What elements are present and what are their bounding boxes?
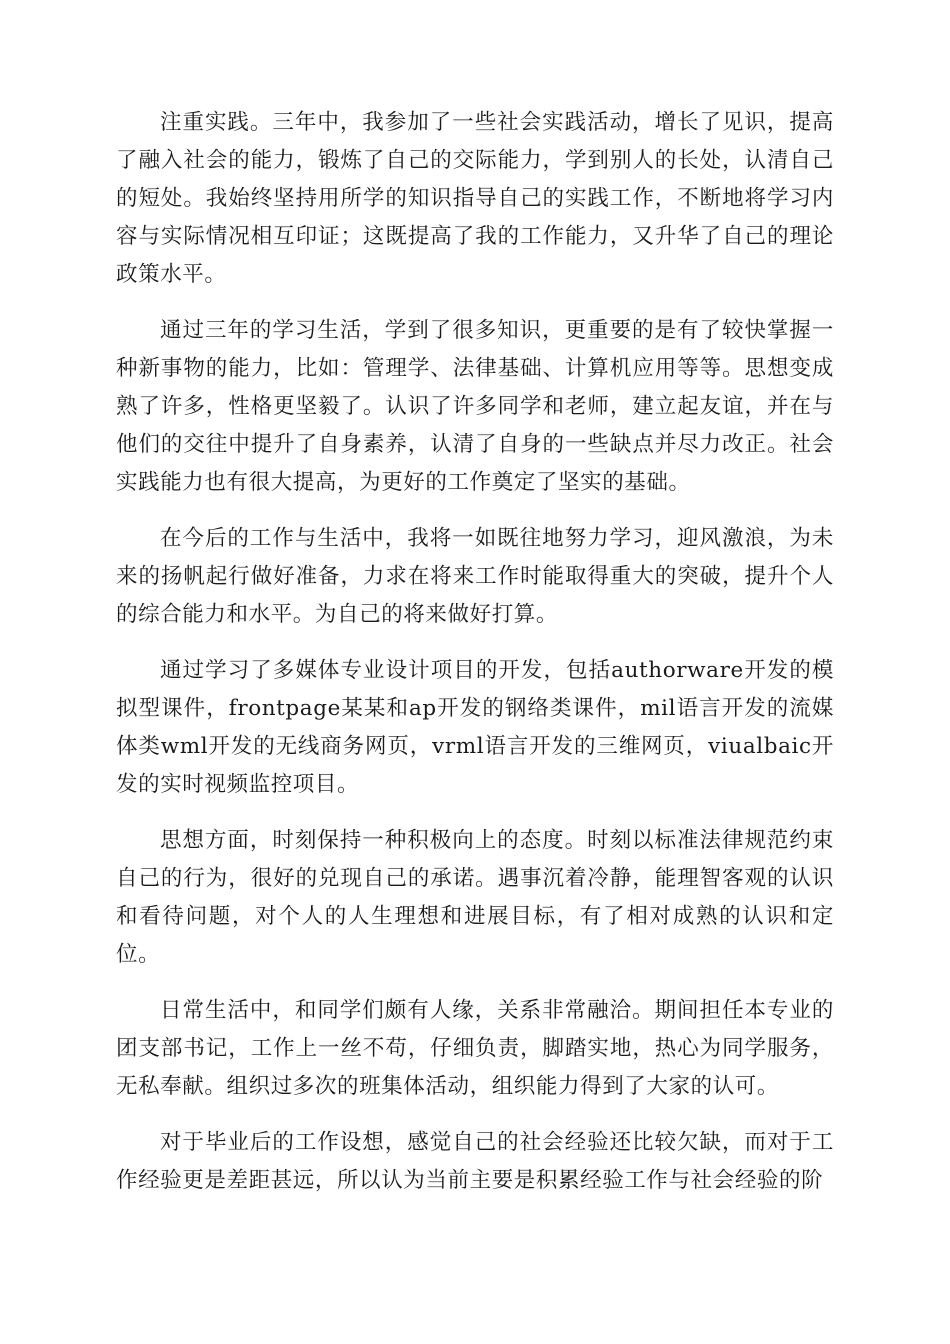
paragraph-multimedia-projects: 通过学习了多媒体专业设计项目的开发，包括authorware开发的模拟型课件，frontpage某某和ap开发的钢络类课件，mil语言开发的流媒体类wml开发的无线商务网页，vrml语言开发的三维网页，viualbaic开发的实时视频监控项目。	[116, 658, 834, 797]
document-body	[116, 104, 834, 1218]
paragraph-daily-life: 日常生活中，和同学们颇有人缘，关系非常融洽。期间担任本专业的团支部书记，工作上一丝不苟，仔细负责，脚踏实地，热心为同学服务，无私奉献。组织过多次的班集体活动，组织能力得到了大家的认可。	[116, 998, 834, 1099]
paragraph-practice: 注重实践。三年中，我参加了一些社会实践活动，增长了见识，提高了融入社会的能力，锻炼了自己的交际能力，学到别人的长处，认清自己的短处。我始终坚持用所学的知识指导自己的实践工作，不断地将学习内容与实际情况相互印证；这既提高了我的工作能力，又升华了自己的理论政策水平。	[116, 110, 834, 287]
paragraph-thinking: 思想方面，时刻保持一种积极向上的态度。时刻以标准法律规范约束自己的行为，很好的兑现自己的承诺。遇事沉着冷静，能理智客观的认识和看待问题，对个人的人生理想和进展目标，有了相对成熟的认识和定位。	[116, 828, 834, 967]
paragraph-study-life: 通过三年的学习生活，学到了很多知识，更重要的是有了较快掌握一种新事物的能力，比如：管理学、法律基础、计算机应用等等。思想变成熟了许多，性格更坚毅了。认识了许多同学和老师，建立起友谊，并在与他们的交往中提升了自身素养，认清了自身的一些缺点并尽力改正。社会实践能力也有很大提高，为更好的工作奠定了坚实的基础。	[116, 318, 834, 495]
paragraph-career-ideas: 对于毕业后的工作设想，感觉自己的社会经验还比较欠缺，而对于工作经验更是差距甚远，所以认为当前主要是积累经验工作与社会经验的阶	[116, 1130, 834, 1193]
paragraph-future-plans: 在今后的工作与生活中，我将一如既往地努力学习，迎风激浪，为未来的扬帆起行做好准备，力求在将来工作时能取得重大的突破，提升个人的综合能力和水平。为自己的将来做好打算。	[116, 526, 834, 627]
